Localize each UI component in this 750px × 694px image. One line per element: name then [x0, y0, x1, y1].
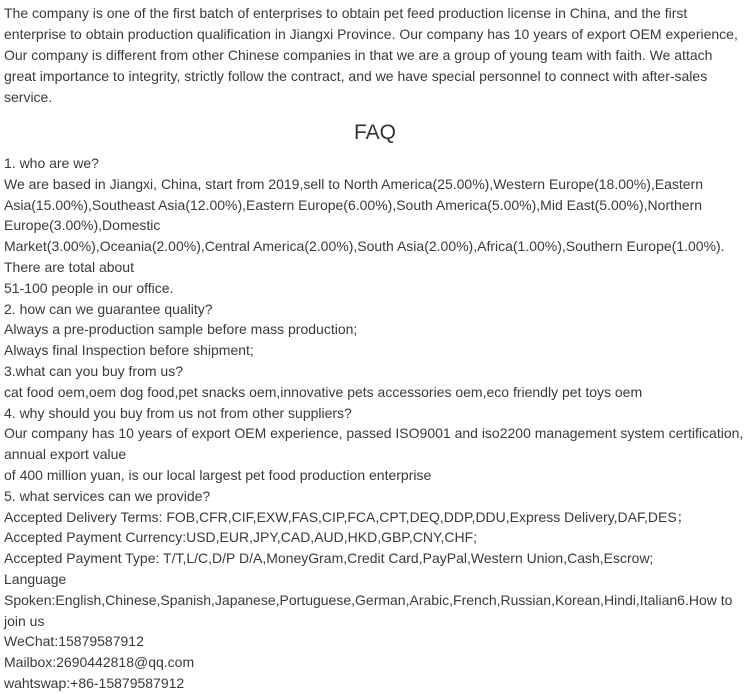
- faq-answer-1-part-1: We are based in Jiangxi, China, start from 2019,sell to North America(25.00%),Western Europe(18.00%),Eastern Asia(15.00%),Southeast Asia(12.00%),Eastern Europe(6.00%),South America(5.00%),Mid East(5.00%),Northern Europe(3.00%),Domestic: [4, 175, 704, 234]
- payment-type-line: Accepted Payment Type: T/T,L/C,D/P D/A,MoneyGram,Credit Card,PayPal,Western Union,Cash,Escrow;: [4, 550, 654, 567]
- wechat-contact: WeChat:15879587912: [4, 633, 144, 650]
- faq-answer-2-line-2: Always final Inspection before shipment;: [4, 342, 254, 359]
- faq-question-5: 5. what services can we provide?: [4, 487, 211, 504]
- faq-question-2: 2. how can we guarantee quality?: [4, 300, 213, 317]
- company-intro-paragraph: The company is one of the first batch of enterprises to obtain pet feed production license in China, and the first enterprise to obtain production qualification in Jiangxi Province. Our company has 10 years of export OEM experience, Our company is different from other Chinese companies in that we are a group of young team with faith. We attach great importance to integrity, strictly follow the contract, and we have special personnel to connect with after-sales service.: [4, 5, 738, 105]
- languages-line: Language Spoken:English,Chinese,Spanish,Japanese,Portuguese,German,Arabic,French,Russian,Korean,Hindi,Italian6.How to join us: [4, 570, 733, 629]
- faq-answer-4-part-2: of 400 million yuan, is our local largest pet food production enterprise: [4, 466, 432, 483]
- mailbox-contact: Mailbox:2690442818@qq.com: [4, 654, 195, 671]
- faq-question-4: 4. why should you buy from us not from other suppliers?: [4, 404, 352, 421]
- delivery-terms-line: Accepted Delivery Terms: FOB,CFR,CIF,EXW,FAS,CIP,FCA,CPT,DEQ,DDP,DDU,Express Delivery,DAF,DES；: [4, 508, 691, 525]
- faq-answer-3: cat food oem,oem dog food,pet snacks oem,innovative pets accessories oem,eco friendly pet toys oem: [4, 383, 643, 400]
- faq-answer-4-part-1: Our company has 10 years of export OEM experience, passed ISO9001 and iso2200 management system certification, annual export value: [4, 425, 744, 463]
- payment-currency-line: Accepted Payment Currency:USD,EUR,JPY,CAD,AUD,HKD,GBP,CNY,CHF;: [4, 529, 478, 546]
- faq-answer-2-line-1: Always a pre-production sample before mass production;: [4, 321, 358, 338]
- faq-question-3: 3.what can you buy from us?: [4, 362, 183, 379]
- whatsapp-contact: wahtswap:+86-15879587912: [4, 674, 185, 691]
- faq-question-1: 1. who are we?: [4, 155, 99, 171]
- faq-answer-1-part-3: 51-100 people in our office.: [4, 279, 174, 296]
- faq-heading: FAQ: [353, 121, 396, 144]
- faq-answer-1-part-2: Market(3.00%),Oceania(2.00%),Central America(2.00%),South Asia(2.00%),Africa(1.00%),Southern Europe(1.00%). There are total about: [4, 238, 725, 275]
- faq-body: [4, 153, 746, 694]
